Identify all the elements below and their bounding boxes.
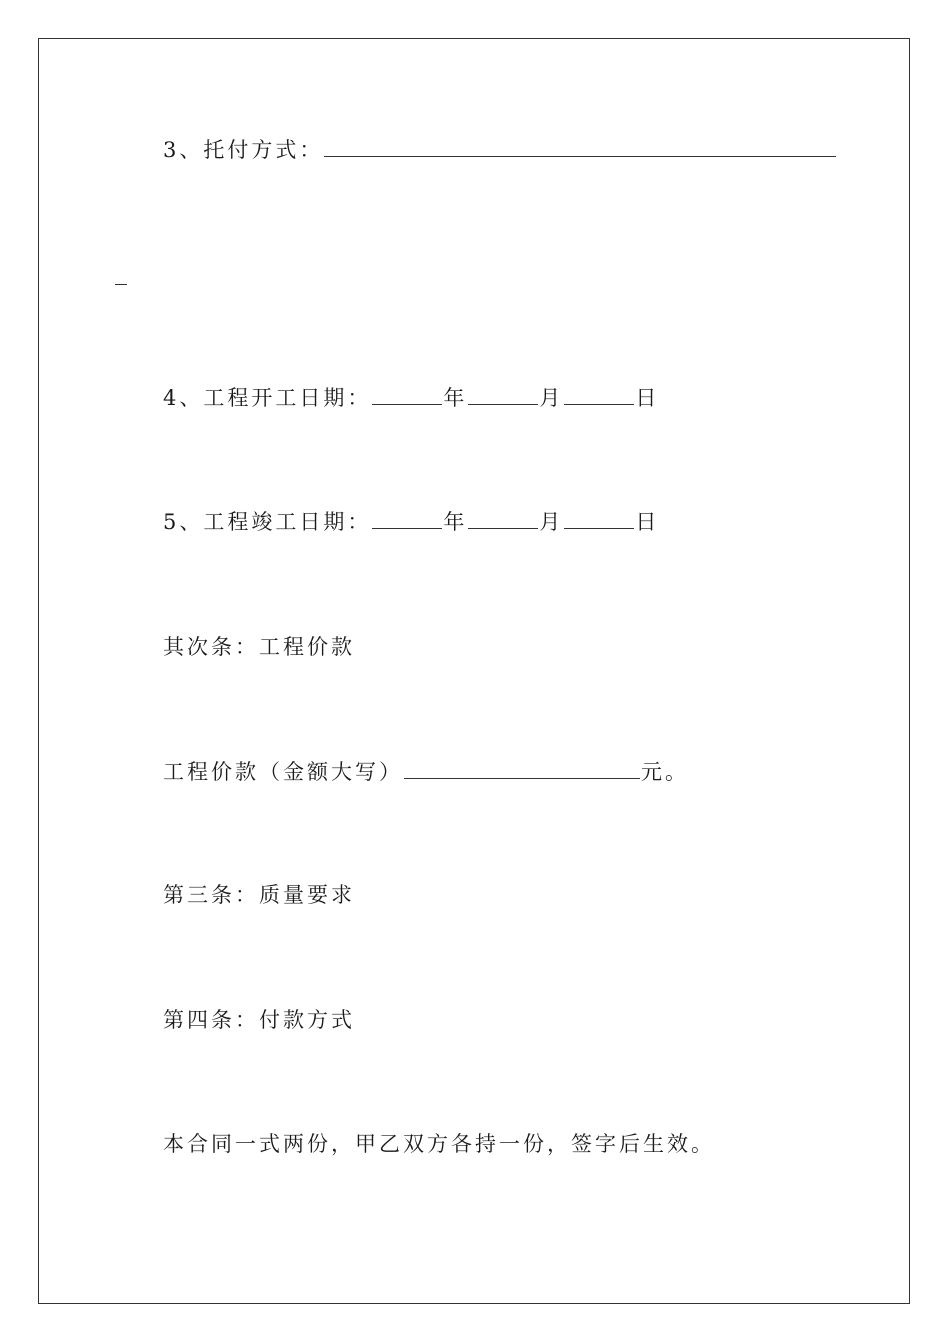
closing-text: 本合同一式两份，甲乙双方各持一份，签字后生效。	[163, 1132, 715, 1156]
start-day-unit: 日	[635, 386, 660, 410]
page-frame	[38, 38, 910, 1304]
item4-label: 4、工程开工日期：	[163, 386, 372, 410]
end-month-blank[interactable]	[468, 512, 538, 529]
price-amount-blank[interactable]	[404, 762, 640, 779]
end-month-unit: 月	[539, 510, 564, 534]
start-year-blank[interactable]	[372, 388, 442, 405]
end-day-blank[interactable]	[564, 512, 634, 529]
item4-line	[163, 388, 659, 409]
item5-line	[163, 512, 659, 533]
start-month-unit: 月	[539, 386, 564, 410]
article4-heading: 第四条：付款方式	[163, 1008, 355, 1032]
start-year-unit: 年	[443, 386, 468, 410]
stray-dash	[115, 284, 127, 285]
price-unit: 元。	[641, 760, 689, 784]
payment-method-blank[interactable]	[324, 140, 836, 157]
end-year-blank[interactable]	[372, 512, 442, 529]
item3-line	[163, 140, 837, 161]
end-day-unit: 日	[635, 510, 660, 534]
price-label: 工程价款（金额大写）	[163, 760, 403, 784]
item5-label: 5、工程竣工日期：	[163, 510, 372, 534]
end-year-unit: 年	[443, 510, 468, 534]
item3-label: 3、托付方式：	[163, 138, 324, 162]
start-day-blank[interactable]	[564, 388, 634, 405]
price-line	[163, 762, 689, 783]
article3-heading: 第三条：质量要求	[163, 883, 355, 907]
start-month-blank[interactable]	[468, 388, 538, 405]
article2-heading: 其次条：工程价款	[163, 635, 355, 659]
